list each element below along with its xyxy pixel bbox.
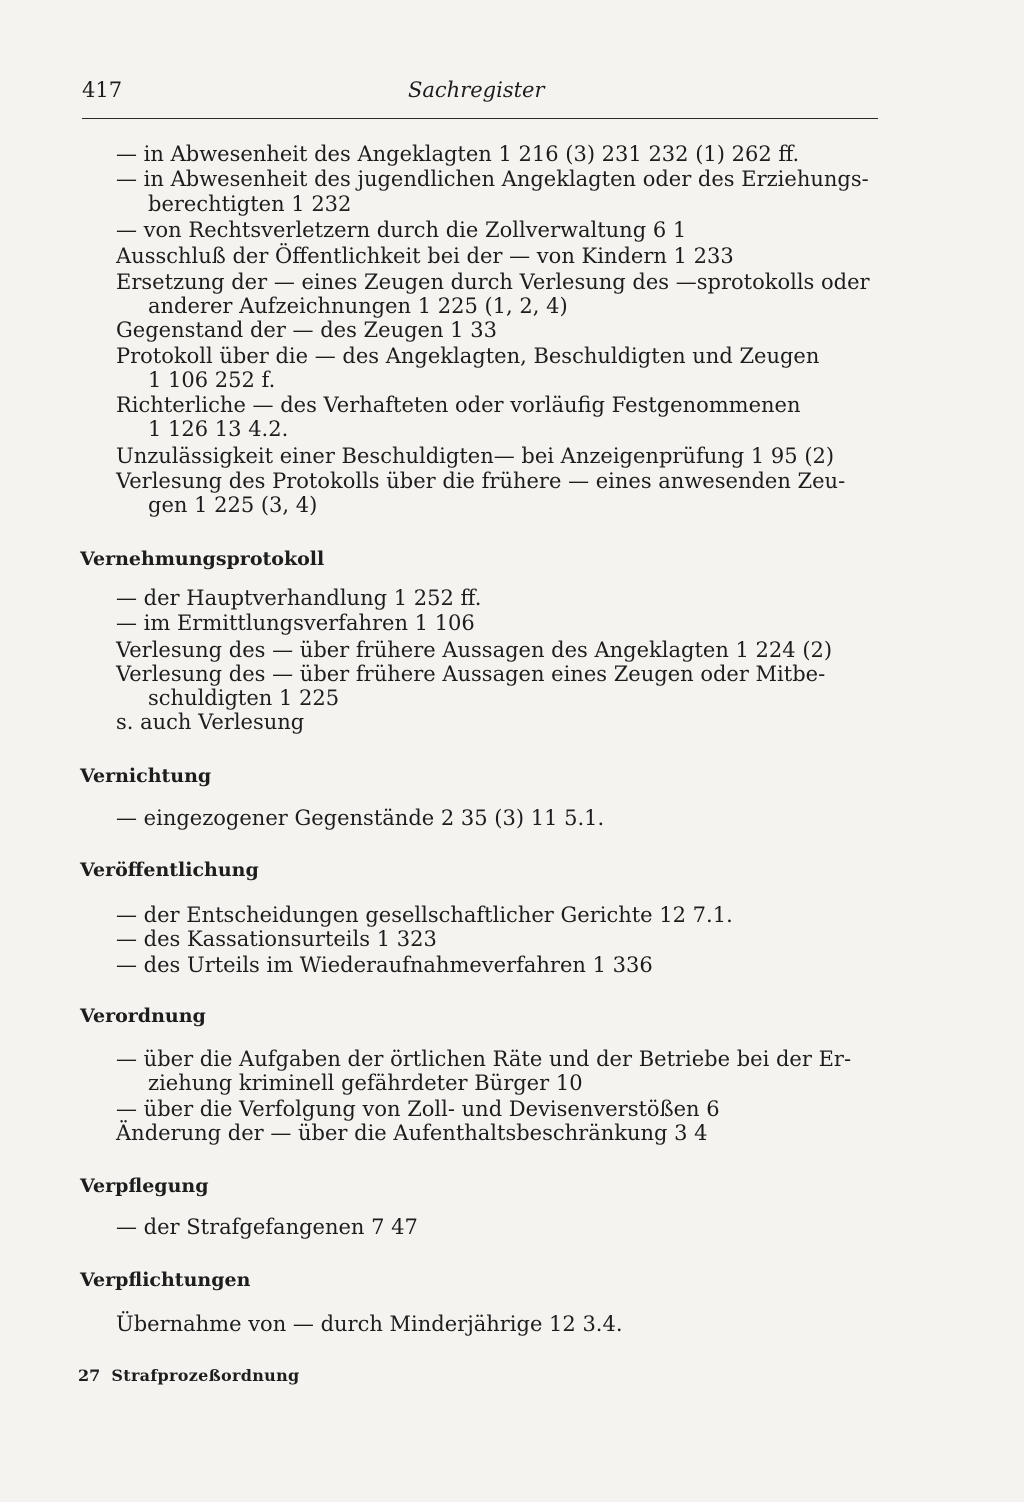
index-heading: Vernichtung <box>80 765 212 787</box>
index-entry: — der Hauptverhandlung 1 252 ff. <box>116 586 482 610</box>
header-rule <box>82 118 878 119</box>
footer-signature <box>78 1366 300 1385</box>
index-entry: — eingezogener Gegenstände 2 35 (3) 11 5.1. <box>116 806 605 830</box>
signature-number: 27 <box>78 1366 101 1385</box>
index-entry: s. auch Verlesung <box>116 710 305 734</box>
page-number: 417 <box>82 78 123 102</box>
index-entry: ziehung kriminell gefährdeter Bürger 10 <box>148 1071 583 1095</box>
index-entry: — des Urteils im Wiederaufnahmeverfahren 1 336 <box>116 953 653 977</box>
index-heading: Vernehmungsprotokoll <box>80 548 325 570</box>
index-entry: gen 1 225 (3, 4) <box>148 493 318 517</box>
index-entry: 1 106 252 f. <box>148 368 276 392</box>
index-entry: Ersetzung der — eines Zeugen durch Verlesung des —sprotokolls oder <box>116 270 870 294</box>
index-entry: — des Kassationsurteils 1 323 <box>116 927 437 951</box>
index-entry: — im Ermittlungsverfahren 1 106 <box>116 611 475 635</box>
index-entry: Richterliche — des Verhafteten oder vorläufig Festgenommenen <box>116 393 801 417</box>
index-entry: Ausschluß der Öffentlichkeit bei der — von Kindern 1 233 <box>116 244 734 268</box>
index-entry: Änderung der — über die Aufenthaltsbeschränkung 3 4 <box>116 1121 708 1145</box>
index-heading: Verpflegung <box>80 1175 209 1197</box>
index-heading: Verordnung <box>80 1005 206 1027</box>
index-entry: — der Entscheidungen gesellschaftlicher Gerichte 12 7.1. <box>116 903 733 927</box>
index-entry: 1 126 13 4.2. <box>148 417 289 441</box>
index-entry: Gegenstand der — des Zeugen 1 33 <box>116 318 497 342</box>
index-entry: — über die Aufgaben der örtlichen Räte und der Betriebe bei der Er- <box>116 1047 852 1071</box>
index-entry: Übernahme von — durch Minderjährige 12 3.4. <box>116 1312 623 1336</box>
index-entry: schuldigten 1 225 <box>148 686 340 710</box>
index-heading: Veröffentlichung <box>80 859 259 881</box>
index-entry: — von Rechtsverletzern durch die Zollverwaltung 6 1 <box>116 218 687 242</box>
index-entry: Verlesung des — über frühere Aussagen eines Zeugen oder Mitbe- <box>116 662 826 686</box>
index-entry: anderer Aufzeichnungen 1 225 (1, 2, 4) <box>148 294 568 318</box>
running-title: Sachregister <box>408 78 545 102</box>
index-entry: Unzulässigkeit einer Beschuldigten— bei Anzeigenprüfung 1 95 (2) <box>116 444 835 468</box>
index-entry: Verlesung des Protokolls über die frühere — eines anwesenden Zeu- <box>116 469 846 493</box>
index-entry: — über die Verfolgung von Zoll- und Devisenverstößen 6 <box>116 1097 720 1121</box>
index-entry: Verlesung des — über frühere Aussagen des Angeklagten 1 224 (2) <box>116 638 833 662</box>
index-heading: Verpflichtungen <box>80 1269 251 1291</box>
signature-text: Strafprozeßordnung <box>111 1366 300 1385</box>
index-entry: Protokoll über die — des Angeklagten, Beschuldigten und Zeugen <box>116 344 820 368</box>
index-entry: berechtigten 1 232 <box>148 192 352 216</box>
index-entry: — in Abwesenheit des Angeklagten 1 216 (3) 231 232 (1) 262 ff. <box>116 142 800 166</box>
index-entry: — in Abwesenheit des jugendlichen Angeklagten oder des Erziehungs- <box>116 167 869 191</box>
index-entry: — der Strafgefangenen 7 47 <box>116 1215 418 1239</box>
